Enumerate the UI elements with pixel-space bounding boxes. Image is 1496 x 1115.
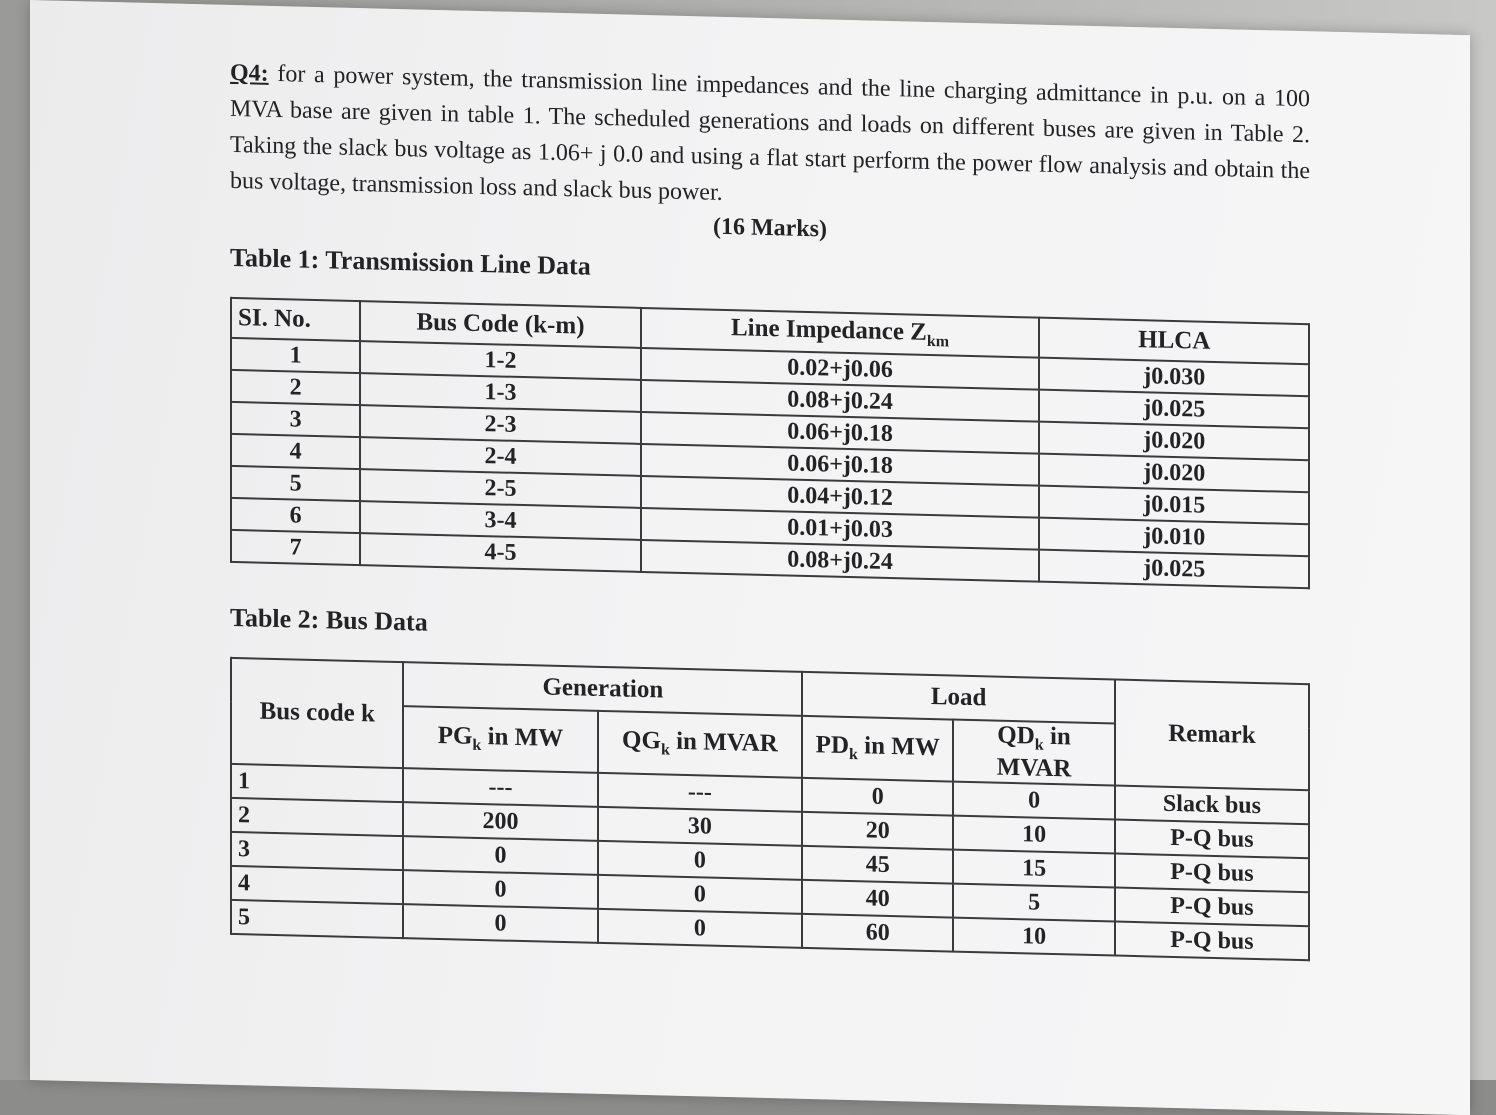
table2-cell-qd: 5 — [953, 884, 1115, 922]
table1-cell-buscode: 1-3 — [360, 373, 640, 412]
table2-header-generation: Generation — [403, 662, 802, 716]
paper-sheet — [30, 0, 1470, 1115]
table2-cell-buscode: 5 — [231, 900, 403, 938]
table2-cell-qg: 30 — [598, 807, 803, 846]
table2-cell-remark: Slack bus — [1115, 786, 1309, 825]
table2-cell-pd: 40 — [802, 880, 953, 918]
table1-cell-hlca: j0.025 — [1039, 390, 1309, 429]
table1-cell-slno: 7 — [231, 530, 360, 565]
pg-subscript: k — [472, 736, 482, 755]
table2-cell-qd: 10 — [953, 918, 1115, 956]
table1-cell-impedance: 0.01+j0.03 — [641, 508, 1040, 550]
table1-header-buscode: Bus Code (k-m) — [360, 301, 640, 348]
table1-cell-hlca: j0.015 — [1039, 486, 1309, 525]
table1-cell-slno: 3 — [231, 402, 360, 437]
table1-cell-hlca: j0.020 — [1039, 422, 1309, 461]
table2-cell-pd: 20 — [802, 812, 953, 850]
table2-cell-pg: 0 — [403, 904, 597, 943]
table2-header-qd — [953, 720, 1115, 786]
table2-cell-qd: 10 — [953, 816, 1115, 854]
question-text: for a power system, the transmission line impedances and the line charging admittance in p.u. on a 100 MVA base are given in table 1. The scheduled generations and loads on different buses are given in Table 2. Taking the slack bus voltage as 1.06+ j 0.0 and using a flat start perform the power flow analysis and obtain the bus voltage, transmission loss and slack bus power. — [230, 61, 1310, 206]
transmission-line-table — [230, 297, 1310, 589]
impedance-subscript: km — [926, 332, 950, 351]
table2-cell-buscode: 2 — [231, 798, 403, 836]
table1-cell-slno: 2 — [231, 370, 360, 405]
table1-cell-slno: 5 — [231, 466, 360, 501]
table1-cell-buscode: 1-2 — [360, 341, 640, 380]
table1-cell-buscode: 2-3 — [360, 405, 640, 444]
qg-unit: in MVAR — [669, 727, 778, 758]
table2-cell-qg: 0 — [598, 841, 803, 880]
document-content — [230, 55, 1310, 961]
qg-subscript: k — [660, 741, 670, 759]
table1-header-slno: SI. No. — [231, 298, 360, 341]
table2-cell-qd: 0 — [953, 782, 1115, 820]
table2-cell-pg: 0 — [403, 836, 597, 875]
table2-header-pg — [403, 706, 597, 773]
table2-body — [231, 764, 1309, 960]
table1-cell-impedance: 0.08+j0.24 — [641, 380, 1040, 422]
qd-unit: in MVAR — [996, 722, 1072, 783]
table2-cell-qd: 15 — [953, 850, 1115, 888]
table1-cell-buscode: 4-5 — [360, 533, 640, 572]
table1-cell-hlca: j0.030 — [1039, 358, 1309, 397]
table2-header-qg — [598, 711, 803, 778]
table1-cell-buscode: 2-4 — [360, 437, 640, 476]
table1-cell-impedance: 0.06+j0.18 — [641, 412, 1040, 454]
table1-body — [231, 338, 1309, 588]
pd-label: PD — [815, 731, 849, 760]
table2-cell-pd: 60 — [802, 914, 953, 952]
table1-cell-slno: 4 — [231, 434, 360, 469]
table2-cell-remark: P-Q bus — [1115, 820, 1309, 859]
table2-cell-pd: 0 — [802, 778, 953, 816]
table2-cell-pg: 200 — [403, 802, 597, 841]
table2-cell-pg: 0 — [403, 870, 597, 909]
table2-cell-buscode: 4 — [231, 866, 403, 904]
table1-cell-impedance: 0.08+j0.24 — [641, 540, 1040, 582]
table1-cell-buscode: 2-5 — [360, 469, 640, 508]
table1-cell-slno: 6 — [231, 498, 360, 533]
table1-cell-impedance: 0.04+j0.12 — [641, 476, 1040, 518]
table1-header-hlca: HLCA — [1039, 318, 1309, 365]
table2-cell-buscode: 1 — [231, 764, 403, 802]
table2-header-remark: Remark — [1115, 680, 1309, 791]
impedance-label: Line Impedance Z — [731, 314, 927, 346]
table1-cell-hlca: j0.020 — [1039, 454, 1309, 493]
table1-cell-hlca: j0.025 — [1039, 550, 1309, 589]
qd-label: QD — [997, 721, 1035, 750]
pd-unit: in MW — [857, 732, 940, 762]
table2-cell-buscode: 3 — [231, 832, 403, 870]
table2-cell-pg: --- — [403, 768, 597, 807]
question-paragraph — [230, 55, 1310, 259]
table2-cell-pd: 45 — [802, 846, 953, 884]
question-number: Q4: — [230, 59, 269, 87]
table2-cell-remark: P-Q bus — [1115, 922, 1309, 961]
table1-cell-slno: 1 — [231, 338, 360, 373]
table2-caption: Table 2: Bus Data — [230, 602, 428, 637]
table2-cell-remark: P-Q bus — [1115, 888, 1309, 927]
pd-subscript: k — [849, 746, 858, 764]
question-marks: (16 Marks) — [713, 213, 827, 243]
qd-subscript: k — [1034, 736, 1044, 754]
table1-caption: Table 1: Transmission Line Data — [230, 242, 591, 281]
pg-label: PG — [437, 721, 473, 750]
table2-cell-qg: --- — [598, 773, 803, 812]
table1-cell-hlca: j0.010 — [1039, 518, 1309, 557]
table2-header-buscode: Bus code k — [231, 658, 403, 768]
table1-cell-impedance: 0.02+j0.06 — [641, 348, 1040, 390]
pg-unit: in MW — [481, 723, 564, 753]
table1-cell-buscode: 3-4 — [360, 501, 640, 540]
table1-cell-impedance: 0.06+j0.18 — [641, 444, 1040, 486]
bus-data-table — [230, 657, 1310, 961]
table2-cell-qg: 0 — [598, 909, 803, 948]
table2-cell-remark: P-Q bus — [1115, 854, 1309, 893]
table2-header-pd — [802, 716, 953, 782]
table2-header-load: Load — [802, 672, 1115, 724]
qg-label: QG — [622, 726, 661, 755]
table2-cell-qg: 0 — [598, 875, 803, 914]
